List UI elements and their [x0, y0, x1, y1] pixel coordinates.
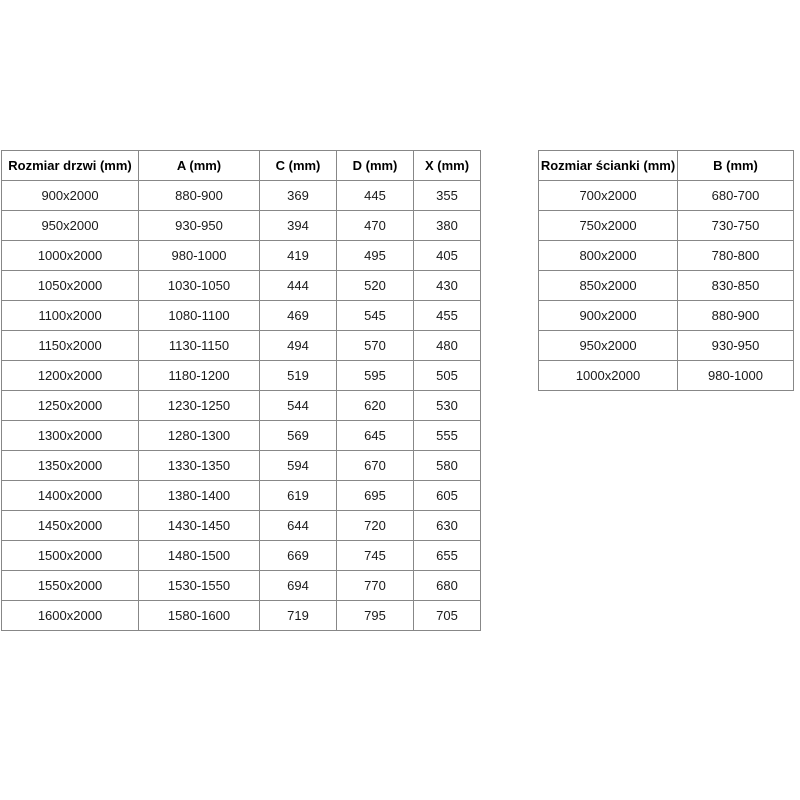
table-cell: 1000x2000 [539, 361, 678, 391]
table-cell: 569 [260, 421, 337, 451]
door-size-table [1, 150, 481, 631]
table-cell: 720 [337, 511, 414, 541]
table-cell: 780-800 [678, 241, 794, 271]
table-cell: 730-750 [678, 211, 794, 241]
table-cell: 705 [414, 601, 481, 631]
table-cell: 430 [414, 271, 481, 301]
table-cell: 1250x2000 [2, 391, 139, 421]
table-row [2, 451, 481, 481]
table-cell: 980-1000 [139, 241, 260, 271]
table-cell: 580 [414, 451, 481, 481]
column-header: Rozmiar ścianki (mm) [539, 151, 678, 181]
table-cell: 745 [337, 541, 414, 571]
table-cell: 1500x2000 [2, 541, 139, 571]
table-cell: 1150x2000 [2, 331, 139, 361]
table-cell: 1050x2000 [2, 271, 139, 301]
table-cell: 520 [337, 271, 414, 301]
table-cell: 544 [260, 391, 337, 421]
table-cell: 1200x2000 [2, 361, 139, 391]
table-cell: 480 [414, 331, 481, 361]
table-cell: 1350x2000 [2, 451, 139, 481]
table-cell: 1300x2000 [2, 421, 139, 451]
door-table-header-row [2, 151, 481, 181]
table-row [2, 601, 481, 631]
table-row [2, 571, 481, 601]
table-cell: 1030-1050 [139, 271, 260, 301]
table-row [539, 301, 794, 331]
table-cell: 394 [260, 211, 337, 241]
table-cell: 1330-1350 [139, 451, 260, 481]
table-row [2, 301, 481, 331]
column-header: X (mm) [414, 151, 481, 181]
table-cell: 455 [414, 301, 481, 331]
table-cell: 880-900 [139, 181, 260, 211]
table-cell: 505 [414, 361, 481, 391]
table-row [539, 211, 794, 241]
table-cell: 594 [260, 451, 337, 481]
table-cell: 830-850 [678, 271, 794, 301]
table-cell: 1100x2000 [2, 301, 139, 331]
table-cell: 470 [337, 211, 414, 241]
table-cell: 1580-1600 [139, 601, 260, 631]
table-row [2, 391, 481, 421]
table-cell: 669 [260, 541, 337, 571]
table-cell: 495 [337, 241, 414, 271]
table-row [539, 331, 794, 361]
table-cell: 1600x2000 [2, 601, 139, 631]
table-cell: 419 [260, 241, 337, 271]
table-cell: 1550x2000 [2, 571, 139, 601]
table-cell: 405 [414, 241, 481, 271]
column-header: A (mm) [139, 151, 260, 181]
table-cell: 680-700 [678, 181, 794, 211]
column-header: D (mm) [337, 151, 414, 181]
table-cell: 655 [414, 541, 481, 571]
table-cell: 1450x2000 [2, 511, 139, 541]
table-cell: 1280-1300 [139, 421, 260, 451]
table-cell: 545 [337, 301, 414, 331]
table-cell: 645 [337, 421, 414, 451]
table-cell: 719 [260, 601, 337, 631]
table-cell: 930-950 [678, 331, 794, 361]
column-header: B (mm) [678, 151, 794, 181]
table-cell: 670 [337, 451, 414, 481]
table-cell: 469 [260, 301, 337, 331]
table-cell: 930-950 [139, 211, 260, 241]
table-cell: 950x2000 [2, 211, 139, 241]
table-cell: 644 [260, 511, 337, 541]
table-cell: 1380-1400 [139, 481, 260, 511]
table-cell: 444 [260, 271, 337, 301]
table-cell: 1400x2000 [2, 481, 139, 511]
table-cell: 380 [414, 211, 481, 241]
table-cell: 900x2000 [539, 301, 678, 331]
table-cell: 519 [260, 361, 337, 391]
table-cell: 694 [260, 571, 337, 601]
table-cell: 800x2000 [539, 241, 678, 271]
table-row [2, 511, 481, 541]
table-cell: 680 [414, 571, 481, 601]
table-cell: 555 [414, 421, 481, 451]
table-cell: 700x2000 [539, 181, 678, 211]
column-header: Rozmiar drzwi (mm) [2, 151, 139, 181]
table-cell: 980-1000 [678, 361, 794, 391]
table-row [539, 241, 794, 271]
table-cell: 1530-1550 [139, 571, 260, 601]
table-cell: 355 [414, 181, 481, 211]
table-cell: 695 [337, 481, 414, 511]
table-row [2, 361, 481, 391]
table-cell: 795 [337, 601, 414, 631]
wall-table-header-row [539, 151, 794, 181]
wall-size-table [538, 150, 794, 391]
table-row [2, 271, 481, 301]
table-row [539, 181, 794, 211]
table-cell: 1080-1100 [139, 301, 260, 331]
table-cell: 1130-1150 [139, 331, 260, 361]
table-row [2, 241, 481, 271]
table-row [2, 481, 481, 511]
table-row [2, 211, 481, 241]
table-row [2, 181, 481, 211]
table-cell: 880-900 [678, 301, 794, 331]
table-cell: 770 [337, 571, 414, 601]
table-cell: 630 [414, 511, 481, 541]
table-row [2, 421, 481, 451]
table-row [2, 541, 481, 571]
table-cell: 1230-1250 [139, 391, 260, 421]
table-cell: 494 [260, 331, 337, 361]
table-cell: 900x2000 [2, 181, 139, 211]
table-cell: 750x2000 [539, 211, 678, 241]
table-cell: 445 [337, 181, 414, 211]
table-cell: 605 [414, 481, 481, 511]
table-cell: 530 [414, 391, 481, 421]
table-cell: 1180-1200 [139, 361, 260, 391]
table-cell: 1430-1450 [139, 511, 260, 541]
column-header: C (mm) [260, 151, 337, 181]
table-row [539, 271, 794, 301]
table-cell: 595 [337, 361, 414, 391]
table-row [2, 331, 481, 361]
table-cell: 1480-1500 [139, 541, 260, 571]
table-cell: 850x2000 [539, 271, 678, 301]
table-row [539, 361, 794, 391]
table-cell: 620 [337, 391, 414, 421]
table-cell: 950x2000 [539, 331, 678, 361]
table-cell: 619 [260, 481, 337, 511]
table-cell: 369 [260, 181, 337, 211]
table-cell: 1000x2000 [2, 241, 139, 271]
table-cell: 570 [337, 331, 414, 361]
